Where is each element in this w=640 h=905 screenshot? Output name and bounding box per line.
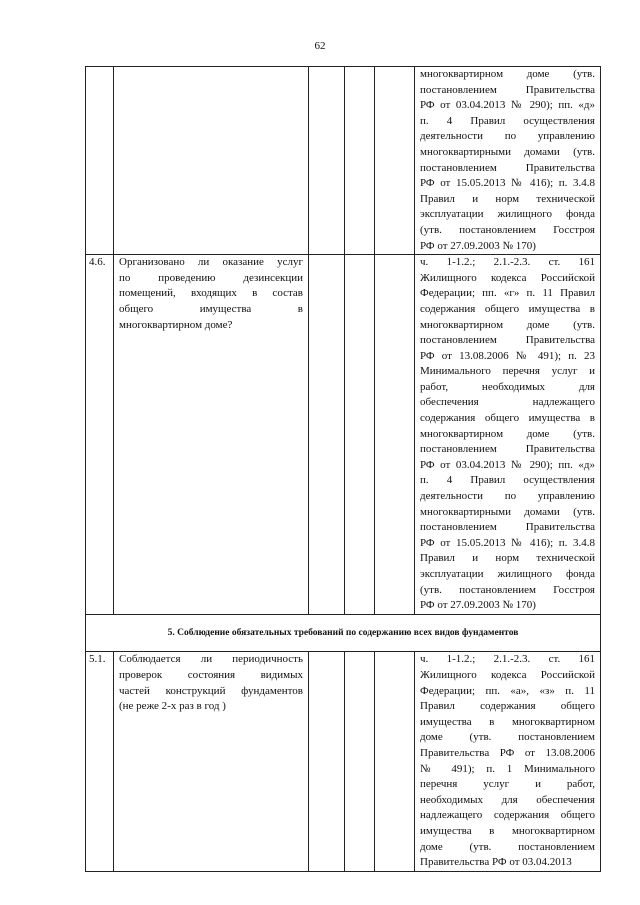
reference-line: РФ от 03.04.2013 № 290); пп. «д» bbox=[420, 458, 595, 471]
reference-line: имущества в многоквартирном bbox=[420, 824, 595, 837]
reference-line: деятельности по управлению bbox=[420, 130, 595, 143]
reference-line: РФ от 27.09.2003 № 170) bbox=[420, 599, 536, 612]
reference-line: надлежащего содержания общего bbox=[420, 809, 595, 822]
question-line: проверок состояния видимых bbox=[119, 668, 303, 681]
answer-cell-yes bbox=[309, 652, 345, 871]
reference-line: Федерации; пп. «г» п. 11 Правил bbox=[420, 287, 595, 300]
question-line: Организовано ли оказание услуг bbox=[119, 256, 303, 269]
reference-line: Правил и норм технической bbox=[420, 192, 595, 205]
table-row bbox=[86, 255, 601, 615]
answer-cell-na bbox=[375, 67, 415, 255]
reference-line: многоквартирными домами (утв. bbox=[420, 505, 595, 518]
legal-reference-text bbox=[420, 67, 595, 254]
section-header-row bbox=[86, 614, 601, 652]
answer-cell-no bbox=[345, 67, 375, 255]
reference-line: РФ от 15.05.2013 № 416); п. 3.4.8 bbox=[420, 536, 595, 549]
reference-line: работ, необходимых для bbox=[420, 380, 595, 393]
item-number: 4.6. bbox=[89, 256, 106, 269]
reference-line: ч. 1-1.2.; 2.1.-2.3. ст. 161 bbox=[420, 256, 595, 269]
reference-line: РФ от 15.05.2013 № 416); п. 3.4.8 bbox=[420, 177, 595, 190]
legal-reference-cell bbox=[415, 255, 601, 615]
reference-line: постановлением Правительства bbox=[420, 521, 595, 534]
reference-line: постановлением Правительства bbox=[420, 161, 595, 174]
reference-line: Жилищного кодекса Российской bbox=[420, 271, 595, 284]
question-text bbox=[119, 652, 303, 714]
reference-line: РФ от 13.08.2006 № 491); п. 23 bbox=[420, 349, 595, 362]
reference-line: содержания общего имущества в bbox=[420, 302, 595, 315]
page-number: 62 bbox=[314, 40, 326, 52]
legal-reference-text bbox=[420, 652, 595, 870]
reference-line: имущества в многоквартирном bbox=[420, 715, 595, 728]
question-line: (не реже 2-х раз в год ) bbox=[119, 700, 226, 713]
answer-cell-yes bbox=[309, 67, 345, 255]
reference-line: п. 4 Правил осуществления bbox=[420, 114, 595, 127]
item-number: 5.1. bbox=[89, 653, 106, 666]
reference-line: деятельности по управлению bbox=[420, 490, 595, 503]
question-text bbox=[119, 255, 303, 333]
answer-cell-na bbox=[375, 255, 415, 615]
reference-line: п. 4 Правил осуществления bbox=[420, 474, 595, 487]
reference-line: ч. 1-1.2.; 2.1.-2.3. ст. 161 bbox=[420, 653, 595, 666]
answer-cell-yes bbox=[309, 255, 345, 615]
reference-line: РФ от 27.09.2003 № 170) bbox=[420, 239, 536, 252]
question-line: по проведению дезинсекции bbox=[119, 271, 303, 284]
reference-line: содержания общего имущества в bbox=[420, 412, 595, 425]
answer-cell-na bbox=[375, 652, 415, 871]
reference-line: перечня услуг и работ, bbox=[420, 778, 595, 791]
section-title: 5. Соблюдение обязательных требований по содержанию всех видов фундаментов bbox=[86, 614, 601, 652]
question-line: общего имущества в bbox=[119, 302, 303, 315]
reference-line: Федерации; пп. «а», «з» п. 11 bbox=[420, 684, 595, 697]
table-row bbox=[86, 67, 601, 255]
reference-line: многоквартирном доме (утв. bbox=[420, 68, 595, 80]
question-line: Соблюдается ли периодичность bbox=[119, 653, 303, 666]
question-cell bbox=[114, 255, 309, 615]
reference-line: доме (утв. постановлением bbox=[420, 731, 595, 744]
reference-line: постановлением Правительства bbox=[420, 334, 595, 347]
reference-line: (утв. постановлением Госстроя bbox=[420, 583, 595, 596]
question-line: помещений, входящих в состав bbox=[119, 287, 303, 300]
reference-line: постановлением Правительства bbox=[420, 83, 595, 96]
answer-cell-no bbox=[345, 255, 375, 615]
reference-line: Правительства РФ от 03.04.2013 bbox=[420, 856, 572, 869]
answer-cell-no bbox=[345, 652, 375, 871]
reference-line: Жилищного кодекса Российской bbox=[420, 668, 595, 681]
table-row bbox=[86, 652, 601, 871]
item-number-cell bbox=[86, 67, 114, 255]
reference-line: постановлением Правительства bbox=[420, 443, 595, 456]
reference-line: Правил и норм технической bbox=[420, 552, 595, 565]
reference-line: Правил содержания общего bbox=[420, 700, 595, 713]
question-cell bbox=[114, 652, 309, 871]
question-line: многоквартирном доме? bbox=[119, 318, 233, 331]
reference-line: эксплуатации жилищного фонда bbox=[420, 208, 595, 221]
question-line: частей конструкций фундаментов bbox=[119, 684, 303, 697]
reference-line: многоквартирными домами (утв. bbox=[420, 145, 595, 158]
item-number-cell bbox=[86, 255, 114, 615]
item-number-cell bbox=[86, 652, 114, 871]
reference-line: доме (утв. постановлением bbox=[420, 840, 595, 853]
reference-line: необходимых для обеспечения bbox=[420, 793, 595, 806]
reference-line: обеспечения надлежащего bbox=[420, 396, 595, 409]
reference-line: Правительства РФ от 13.08.2006 bbox=[420, 746, 595, 759]
legal-reference-cell bbox=[415, 652, 601, 871]
reference-line: Минимального перечня услуг и bbox=[420, 365, 595, 378]
legal-reference-text bbox=[420, 255, 595, 614]
legal-reference-cell bbox=[415, 67, 601, 255]
reference-line: эксплуатации жилищного фонда bbox=[420, 568, 595, 580]
question-cell bbox=[114, 67, 309, 255]
reference-line: многоквартирном доме (утв. bbox=[420, 318, 595, 331]
checklist-table bbox=[85, 66, 601, 872]
reference-line: РФ от 03.04.2013 № 290); пп. «д» bbox=[420, 99, 595, 112]
reference-line: многоквартирном доме (утв. bbox=[420, 427, 595, 440]
reference-line: № 491); п. 1 Минимального bbox=[420, 762, 595, 775]
reference-line: (утв. постановлением Госстроя bbox=[420, 223, 595, 236]
